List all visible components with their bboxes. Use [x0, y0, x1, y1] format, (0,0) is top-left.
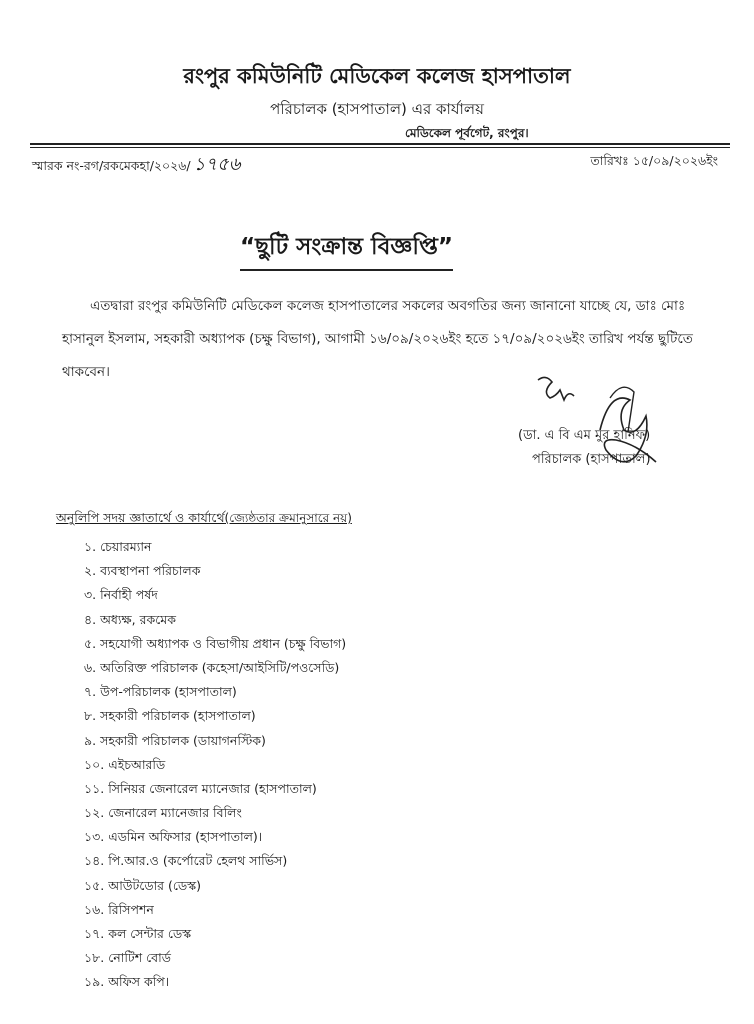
- copy-item-number: ১.: [84, 539, 97, 554]
- copy-item-text: ব্যবস্থাপনা পরিচালক: [100, 563, 201, 579]
- copy-recipient-item: [84, 777, 346, 801]
- copy-item-text: আউটডোর (ডেস্ক): [108, 877, 202, 893]
- copy-item-number: ৪.: [84, 611, 97, 627]
- notice-title: “ছুটি সংক্রান্ত বিজ্ঞপ্তি”: [240, 228, 453, 271]
- copy-item-text: অধ্যক্ষ, রকমেক: [100, 611, 176, 627]
- copy-item-number: ২.: [84, 563, 97, 579]
- signatory-designation: পরিচালক (হাসপাতাল): [532, 452, 651, 467]
- memo-prefix: স্মারক নং-রগ/রকমেকহা/২০২৬/: [32, 158, 191, 173]
- copy-recipient-item: [84, 825, 346, 849]
- copy-item-number: ১০.: [84, 756, 105, 772]
- copy-item-text: রিসিপশন: [108, 901, 154, 917]
- office-address: মেডিকেল পূর্বগেট, রংপুর।: [405, 126, 529, 140]
- copy-recipient-list: [84, 535, 346, 995]
- copy-item-text: সহকারী পরিচালক (হাসপাতাল): [100, 708, 256, 724]
- copy-recipient-item: [84, 583, 346, 607]
- copy-item-number: ৬.: [84, 659, 97, 675]
- copy-recipient-item: [84, 608, 346, 632]
- copy-recipient-item: [84, 535, 346, 559]
- copy-recipient-item: [84, 946, 346, 970]
- copy-recipient-item: [84, 922, 346, 946]
- issue-date: তারিখঃ ১৫/০৯/২০২৬ইং: [590, 153, 718, 168]
- copy-item-text: চেয়ারম্যান: [100, 539, 152, 554]
- copy-item-number: ৯.: [84, 732, 97, 748]
- copy-recipient-item: [84, 753, 346, 777]
- copy-item-number: ১১.: [84, 780, 105, 796]
- copy-item-text: সহকারী পরিচালক (ডায়াগনস্টিক): [100, 732, 266, 748]
- notice-body-text: এতদ্বারা রংপুর কমিউনিটি মেডিকেল কলেজ হাসপাতালের সকলের অবগতির জন্য জানানো যাচ্ছে যে, ডাঃ মোঃ হাসানুল ইসলাম, সহকারী অধ্যাপক (চক্ষু বিভাগ), আগামী ১৬/০৯/২০২৬ইং হতে ১৭/০৯/২০২৬ইং তারিখ পর্যন্ত ছুটিতে থাকবেন।: [62, 298, 693, 380]
- copy-item-text: সহযোগী অধ্যাপক ও বিভাগীয় প্রধান (চক্ষু বিভাগ): [100, 635, 347, 651]
- copy-item-text: এইচআরডি: [108, 756, 166, 772]
- copy-item-text: সিনিয়র জেনারেল ম্যানেজার (হাসপাতাল): [108, 780, 317, 796]
- copy-item-text: এডমিন অফিসার (হাসপাতাল)।: [108, 829, 263, 845]
- copy-item-number: ১৫.: [84, 877, 105, 893]
- copy-recipient-item: [84, 704, 346, 728]
- header-rule: [30, 143, 730, 145]
- copy-item-text: অফিস কপি।: [108, 974, 170, 990]
- copy-item-number: ১৪.: [84, 853, 105, 869]
- signatory-name: (ডা. এ বি এম মুর হানিফ): [518, 428, 651, 443]
- copy-item-text: জেনারেল ম্যানেজার বিলিং: [108, 805, 242, 821]
- copy-item-text: নোটিশ বোর্ড: [108, 950, 171, 966]
- copy-item-number: ১৩.: [84, 829, 105, 845]
- hospital-title: রংপুর কমিউনিটি মেডিকেল কলেজ হাসপাতাল: [183, 64, 571, 88]
- copy-item-number: ১৭.: [84, 926, 105, 941]
- copy-item-number: ৭.: [84, 684, 97, 700]
- copy-recipient-item: [84, 559, 346, 583]
- copy-item-number: ৫.: [84, 635, 97, 651]
- copy-recipient-item: [84, 970, 346, 994]
- copy-recipient-item: [84, 656, 346, 680]
- copy-recipient-item: [84, 874, 346, 898]
- copy-heading-text: অনুলিপি সদয় জ্ঞাতার্থে ও কার্যার্থে: [56, 510, 225, 525]
- copy-item-number: ১৬.: [84, 901, 105, 917]
- copy-item-text: কল সেন্টার ডেস্ক: [108, 926, 192, 941]
- copy-heading-note: (জ্যেষ্ঠতার ক্রমানুসারে নয়): [224, 511, 352, 525]
- copy-to-heading: [56, 510, 352, 530]
- office-subtitle: পরিচালক (হাসপাতাল) এর কার্যালয়: [270, 100, 484, 118]
- copy-recipient-item: [84, 849, 346, 873]
- copy-recipient-item: [84, 801, 346, 825]
- copy-item-text: অতিরিক্ত পরিচালক (কহেসা/আইসিটি/পওসেডি): [100, 659, 340, 675]
- copy-recipient-item: [84, 729, 346, 753]
- copy-item-text: উপ-পরিচালক (হাসপাতাল): [100, 684, 237, 700]
- copy-item-number: ১৯.: [84, 974, 105, 990]
- copy-item-number: ৮.: [84, 708, 97, 724]
- copy-item-text: পি.আর.ও (কর্পোরেট হেলথ সার্ভিস): [108, 853, 288, 869]
- copy-item-number: ১৮.: [84, 950, 105, 966]
- copy-recipient-item: [84, 680, 346, 704]
- copy-recipient-item: [84, 898, 346, 922]
- memo-number-handwritten: ১৭৫৬: [193, 154, 241, 175]
- header-rule-secondary: [30, 147, 730, 148]
- memo-reference: [32, 150, 240, 181]
- copy-item-number: ১২.: [84, 805, 105, 821]
- copy-recipient-item: [84, 632, 346, 656]
- copy-item-number: ৩.: [84, 587, 97, 603]
- copy-item-text: নির্বাহী পর্ষদ: [100, 587, 158, 603]
